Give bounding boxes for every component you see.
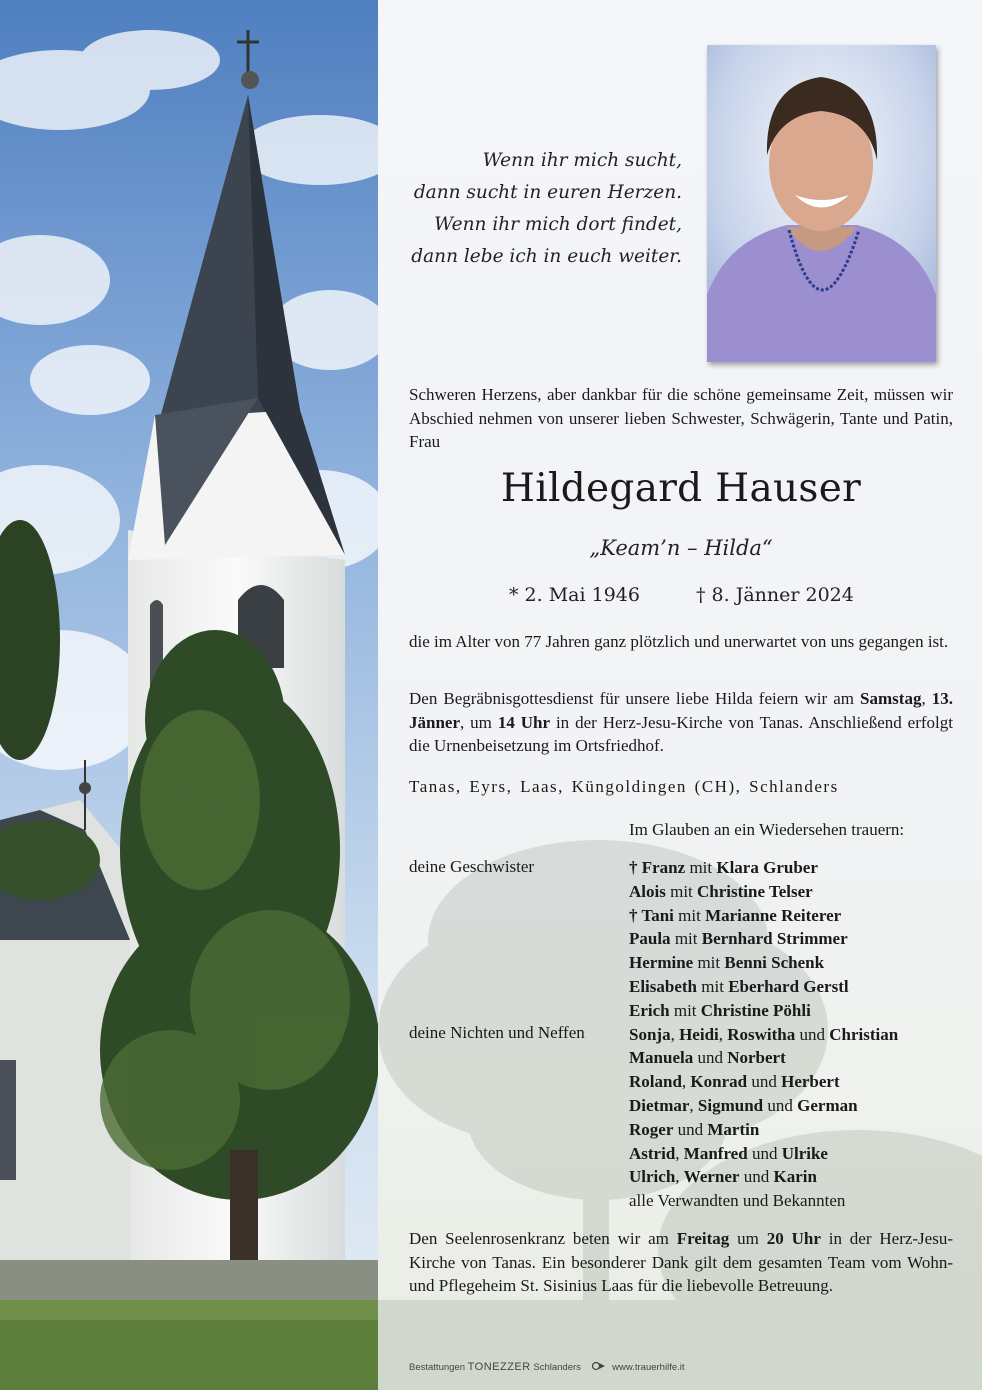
rosary-text: Den Seelenrosenkranz beten wir am xyxy=(409,1229,677,1248)
intro-text: Schweren Herzens, aber dankbar für die schöne gemeinsame Zeit, müssen wir Abschied nehmen von unserer lieben Schwester, Schwägerin, Tante und Patin, Frau xyxy=(409,385,953,451)
mourner-line: Ulrich, Werner und Karin xyxy=(629,1167,817,1187)
rosary-day: Freitag xyxy=(676,1229,730,1248)
funeral-text: , um xyxy=(460,712,498,732)
funeral-day: Samstag xyxy=(860,689,922,708)
mourners-list xyxy=(629,856,898,1213)
trauerhilfe-logo-icon xyxy=(592,1361,606,1374)
mourner-line: Roland, Konrad und Herbert xyxy=(629,1072,840,1092)
funeral-time: 14 Uhr xyxy=(497,712,551,732)
mourner-line: Sonja, Heidi, Roswitha und Christian xyxy=(629,1024,899,1044)
quote-line: dann lebe ich in euch weiter. xyxy=(411,246,682,267)
mourner-line: alle Verwandten und Bekannten xyxy=(629,1191,846,1211)
death-date: † 8. Jänner 2024 xyxy=(696,584,854,606)
memorial-quote xyxy=(395,145,682,273)
footer xyxy=(409,1361,969,1374)
siblings-label: deine Geschwister xyxy=(409,857,535,876)
funeral-text: in der Herz-Jesu-Kirche von Tanas. Anschließend erfolgt die Urnenbeisetzung im Ortsfriedhof. xyxy=(409,712,953,755)
mourner-line: Erich mit Christine Pöhli xyxy=(629,1000,811,1020)
footer-prefix: Bestattungen xyxy=(409,1362,465,1374)
mourner-line: Manuela und Norbert xyxy=(629,1048,786,1068)
rosary-text: in der Herz-Jesu-Kirche von Tanas. Ein besonderer Dank gilt dem gesamten Team vom Wohn- und Pflegeheim St. Sisinius Laas für die liebevolle Betreuung. xyxy=(409,1229,953,1295)
nieces-nephews-label: deine Nichten und Neffen xyxy=(409,1023,585,1042)
mourner-line: Roger und Martin xyxy=(629,1119,760,1139)
quote-line: Wenn ihr mich sucht, xyxy=(482,150,682,171)
funeral-paragraph xyxy=(409,687,953,758)
mourner-line: Astrid, Manfred und Ulrike xyxy=(629,1143,828,1163)
mourner-line: † Franz mit Klara Gruber xyxy=(629,858,818,877)
funeral-date: 13. Jänner xyxy=(409,689,954,732)
rosary-time: 20 Uhr xyxy=(766,1229,821,1248)
quote-line: Wenn ihr mich dort findet, xyxy=(434,214,682,235)
rosary-paragraph xyxy=(409,1227,953,1298)
mourner-line: Dietmar, Sigmund und German xyxy=(629,1095,858,1115)
mourner-line: † Tani mit Marianne Reiterer xyxy=(629,905,842,925)
age-paragraph: die im Alter von 77 Jahren ganz plötzlich und unerwartet von uns gegangen ist. xyxy=(409,632,949,651)
mourner-line: Hermine mit Benni Schenk xyxy=(629,953,825,973)
places-line: Tanas, Eyrs, Laas, Küngoldingen (CH), Schlanders xyxy=(409,777,839,796)
footer-website-link[interactable]: www.trauerhilfe.it xyxy=(612,1362,685,1374)
mourner-line: Alois mit Christine Telser xyxy=(629,881,813,901)
footer-brand: TONEZZER xyxy=(467,1361,531,1374)
mourners-heading: Im Glauben an ein Wiedersehen trauern: xyxy=(629,820,905,839)
funeral-text: Den Begräbnisgottesdienst für unsere liebe Hilda feiern wir am xyxy=(409,689,861,708)
deceased-name: Hildegard Hauser xyxy=(500,466,862,511)
mourner-line: Paula mit Bernhard Strimmer xyxy=(629,929,848,949)
birth-date: * 2. Mai 1946 xyxy=(509,584,640,606)
quote-line: dann sucht in euren Herzen. xyxy=(413,182,682,203)
rosary-text: um xyxy=(729,1229,767,1248)
portrait-photo xyxy=(707,45,936,362)
funeral-text: , xyxy=(921,689,932,708)
mourner-line: Elisabeth mit Eberhard Gerstl xyxy=(629,976,849,996)
church-photo xyxy=(0,0,378,1390)
footer-town: Schlanders xyxy=(533,1362,581,1374)
deceased-nickname: „Keam’n – Hilda“ xyxy=(589,536,773,560)
